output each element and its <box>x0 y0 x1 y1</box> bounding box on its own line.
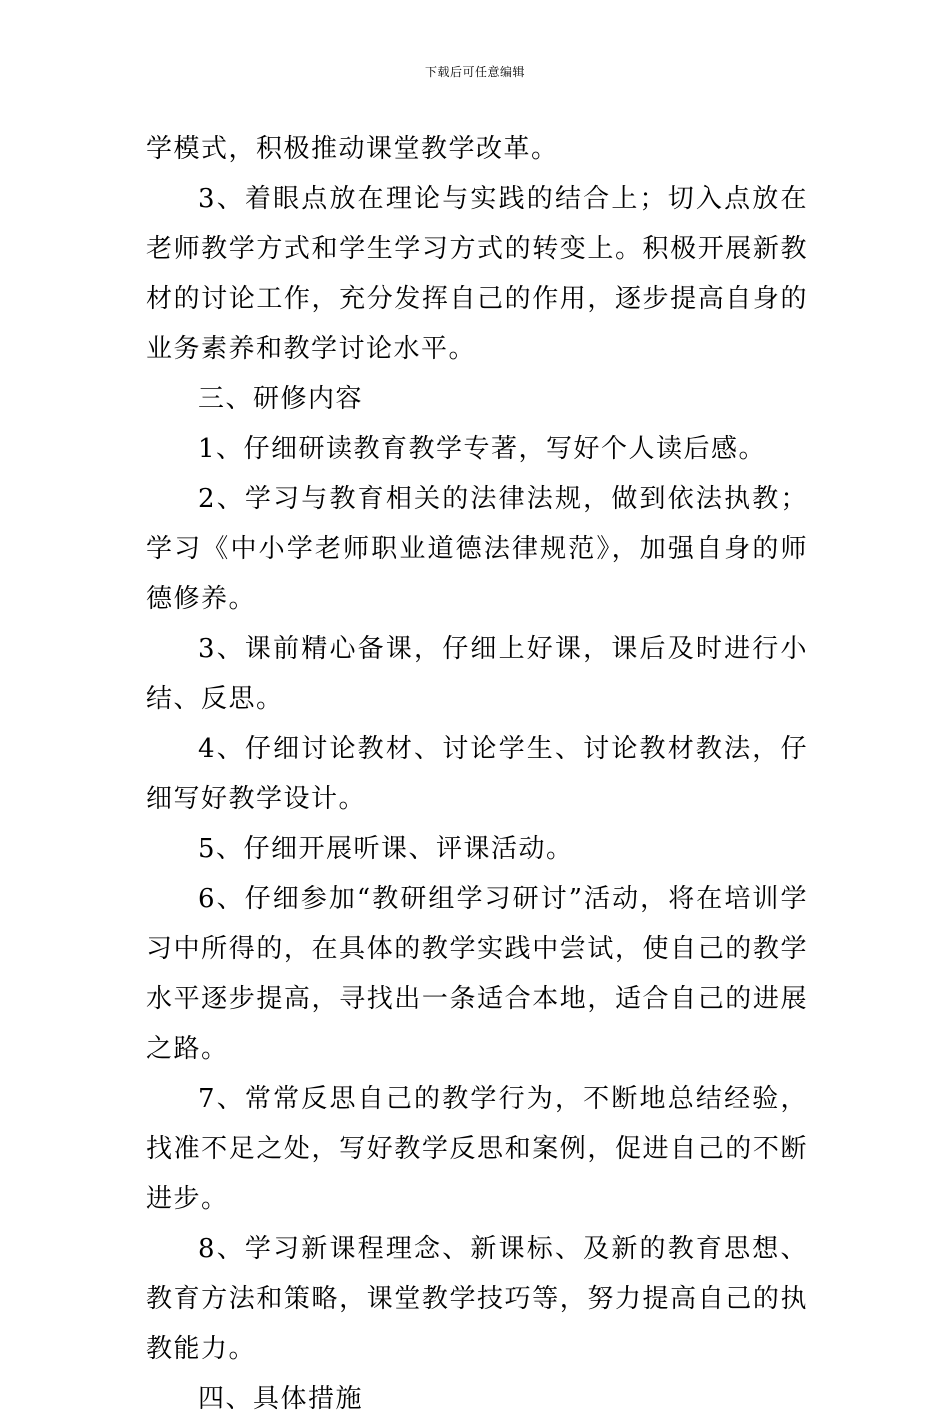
paragraph-item-4: 4、仔细讨论教材、讨论学生、讨论教材教法，仔细写好教学设计。 <box>146 734 808 814</box>
paragraph-item-3-focus: 3、着眼点放在理论与实践的结合上；切入点放在老师教学方式和学生学习方式的转变上。积极开展新教材的讨论工作，充分发挥自己的作用，逐步提高自身的业务素养和教学讨论水平。 <box>146 184 808 364</box>
section-heading-specific-measures: 四、具体措施 <box>198 1384 364 1414</box>
paragraph-item-2: 2、学习与教育相关的法律法规，做到依法执教；学习《中小学老师职业道德法律规范》，加强自身的师德修养。 <box>146 484 808 614</box>
section-heading-research-content: 三、研修内容 <box>198 384 364 414</box>
paragraph-item-8: 8、学习新课程理念、新课标、及新的教育思想、教育方法和策略，课堂教学技巧等，努力提高自己的执教能力。 <box>146 1234 808 1364</box>
page-header: 下载后可任意编辑 <box>424 65 525 79</box>
paragraph-item-7: 7、常常反思自己的教学行为，不断地总结经验，找准不足之处，写好教学反思和案例，促进自己的不断进步。 <box>146 1084 808 1214</box>
paragraph-item-5: 5、仔细开展听课、评课活动。 <box>198 834 574 864</box>
paragraph-item-6: 6、仔细参加“教研组学习研讨”活动，将在培训学习中所得的，在具体的教学实践中尝试，使自己的教学水平逐步提高，寻找出一条适合本地，适合自己的进展之路。 <box>146 884 808 1064</box>
paragraph-item-3: 3、课前精心备课，仔细上好课，课后及时进行小结、反思。 <box>146 634 808 714</box>
document-body <box>146 124 808 1424</box>
paragraph-continuation: 学模式，积极推动课堂教学改革。 <box>146 134 559 164</box>
paragraph-item-1: 1、仔细研读教育教学专著，写好个人读后感。 <box>198 434 767 464</box>
